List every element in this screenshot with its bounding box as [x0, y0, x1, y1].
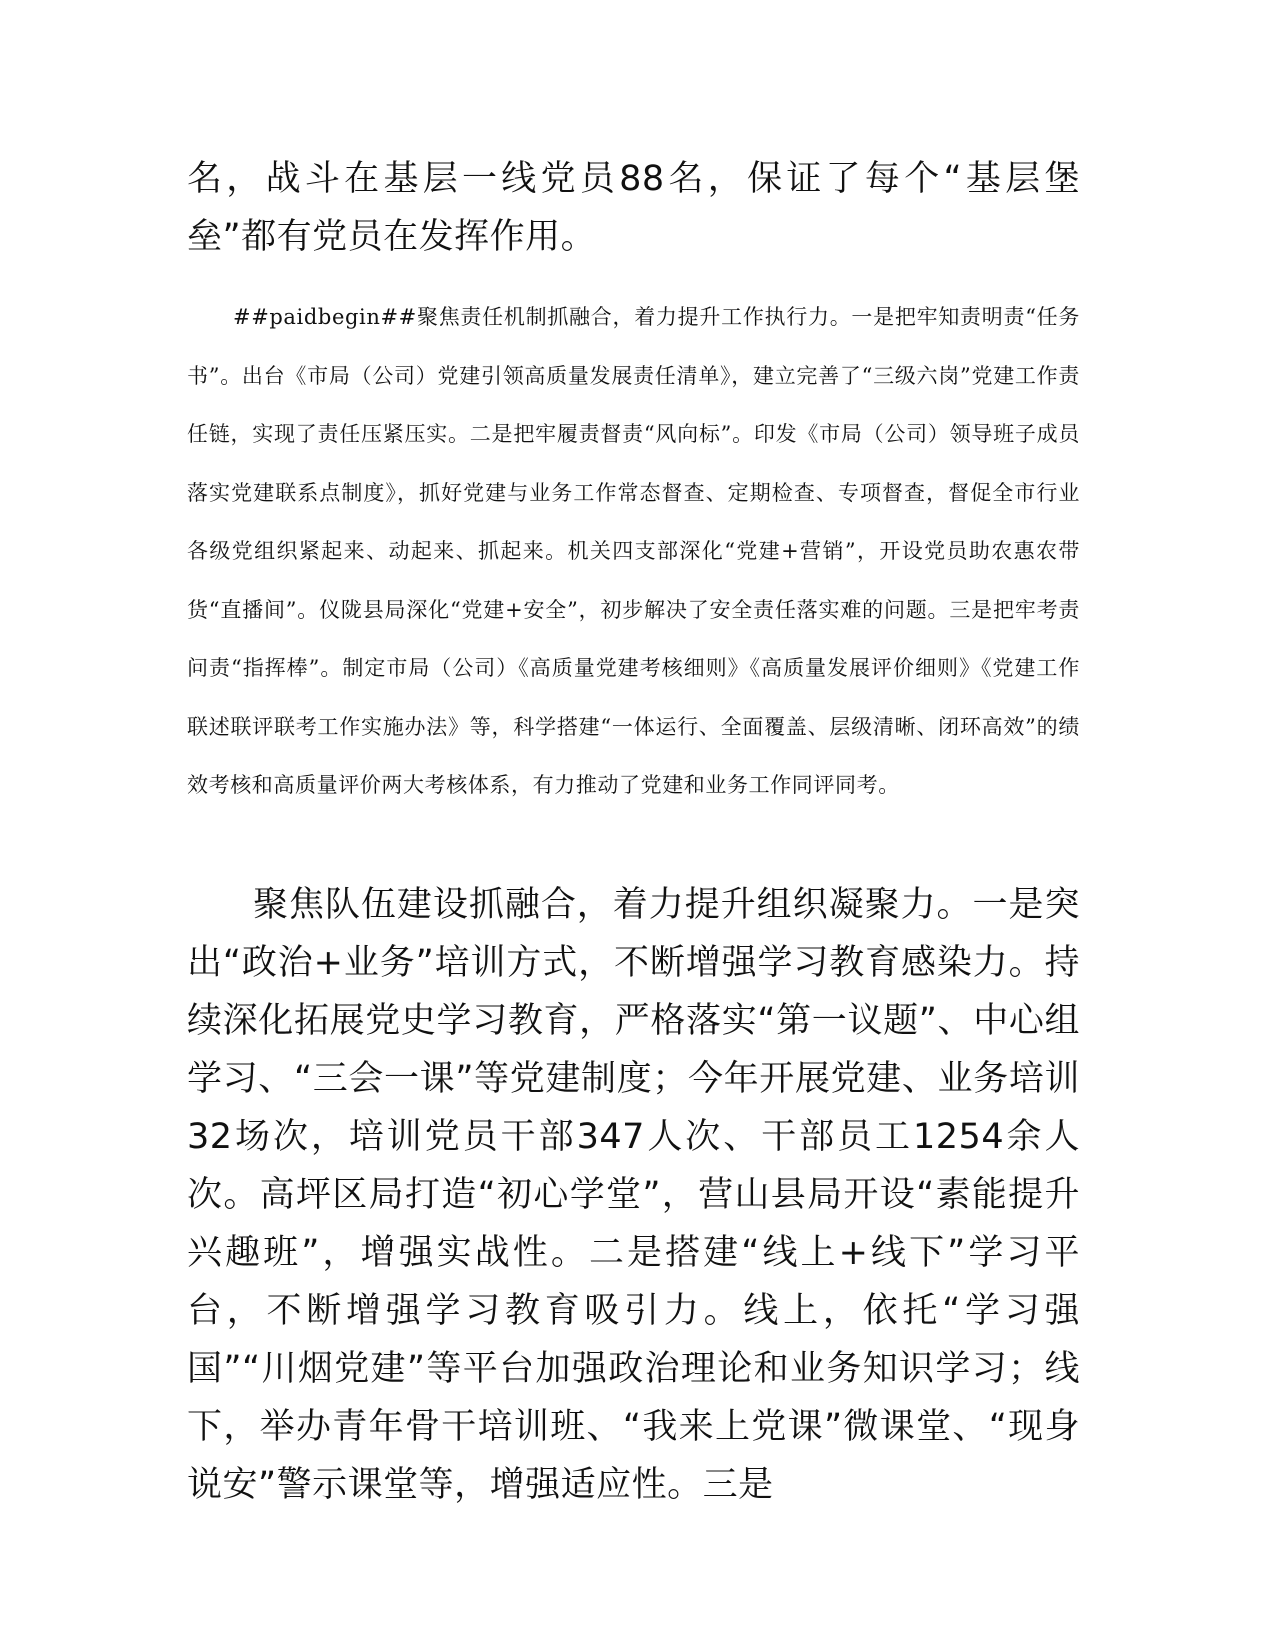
paragraph-continuation: 名，战斗在基层一线党员88名，保证了每个“基层堡垒”都有党员在发挥作用。: [187, 159, 1080, 257]
paragraph-responsibility-mechanism: ##paidbegin##聚焦责任机制抓融合，着力提升工作执行力。一是把牢知责明责“任务书”。出台《市局（公司）党建引领高质量发展责任清单》，建立完善了“三级六岗”党建工作责任链，实现了责任压紧压实。二是把牢履责督责“风向标”。印发《市局（公司）领导班子成员落实党建联系点制度》，抓好党建与业务工作常态督查、定期检查、专项督查，督促全市行业各级党组织紧起来、动起来、抓起来。机关四支部深化“党建+营销”，开设党员助农惠农带货“直播间”。仪陇县局深化“党建+安全”，初步解决了安全责任落实难的问题。三是把牢考责问责“指挥棒”。制定市局（公司）《高质量党建考核细则》《高质量发展评价细则》《党建工作联述联评联考工作实施办法》等，科学搭建“一体运行、全面覆盖、层级清晰、闭环高效”的绩效考核和高质量评价两大考核体系，有力推动了党建和业务工作同评同考。: [187, 305, 1080, 797]
paragraph-team-building: 聚焦队伍建设抓融合，着力提升组织凝聚力。一是突出“政治+业务”培训方式，不断增强学习教育感染力。持续深化拓展党史学习教育，严格落实“第一议题”、中心组学习、“三会一课”等党建制度；今年开展党建、业务培训32场次，培训党员干部347人次、干部员工1254余人次。高坪区局打造“初心学堂”，营山县局开设“素能提升兴趣班”，增强实战性。二是搭建“线上+线下”学习平台，不断增强学习教育吸引力。线上，依托“学习强国”“川烟党建”等平台加强政治理论和业务知识学习；线下，举办青年骨干培训班、“我来上党课”微课堂、“现身说安”警示课堂等，增强适应性。三是: [187, 885, 1080, 1505]
